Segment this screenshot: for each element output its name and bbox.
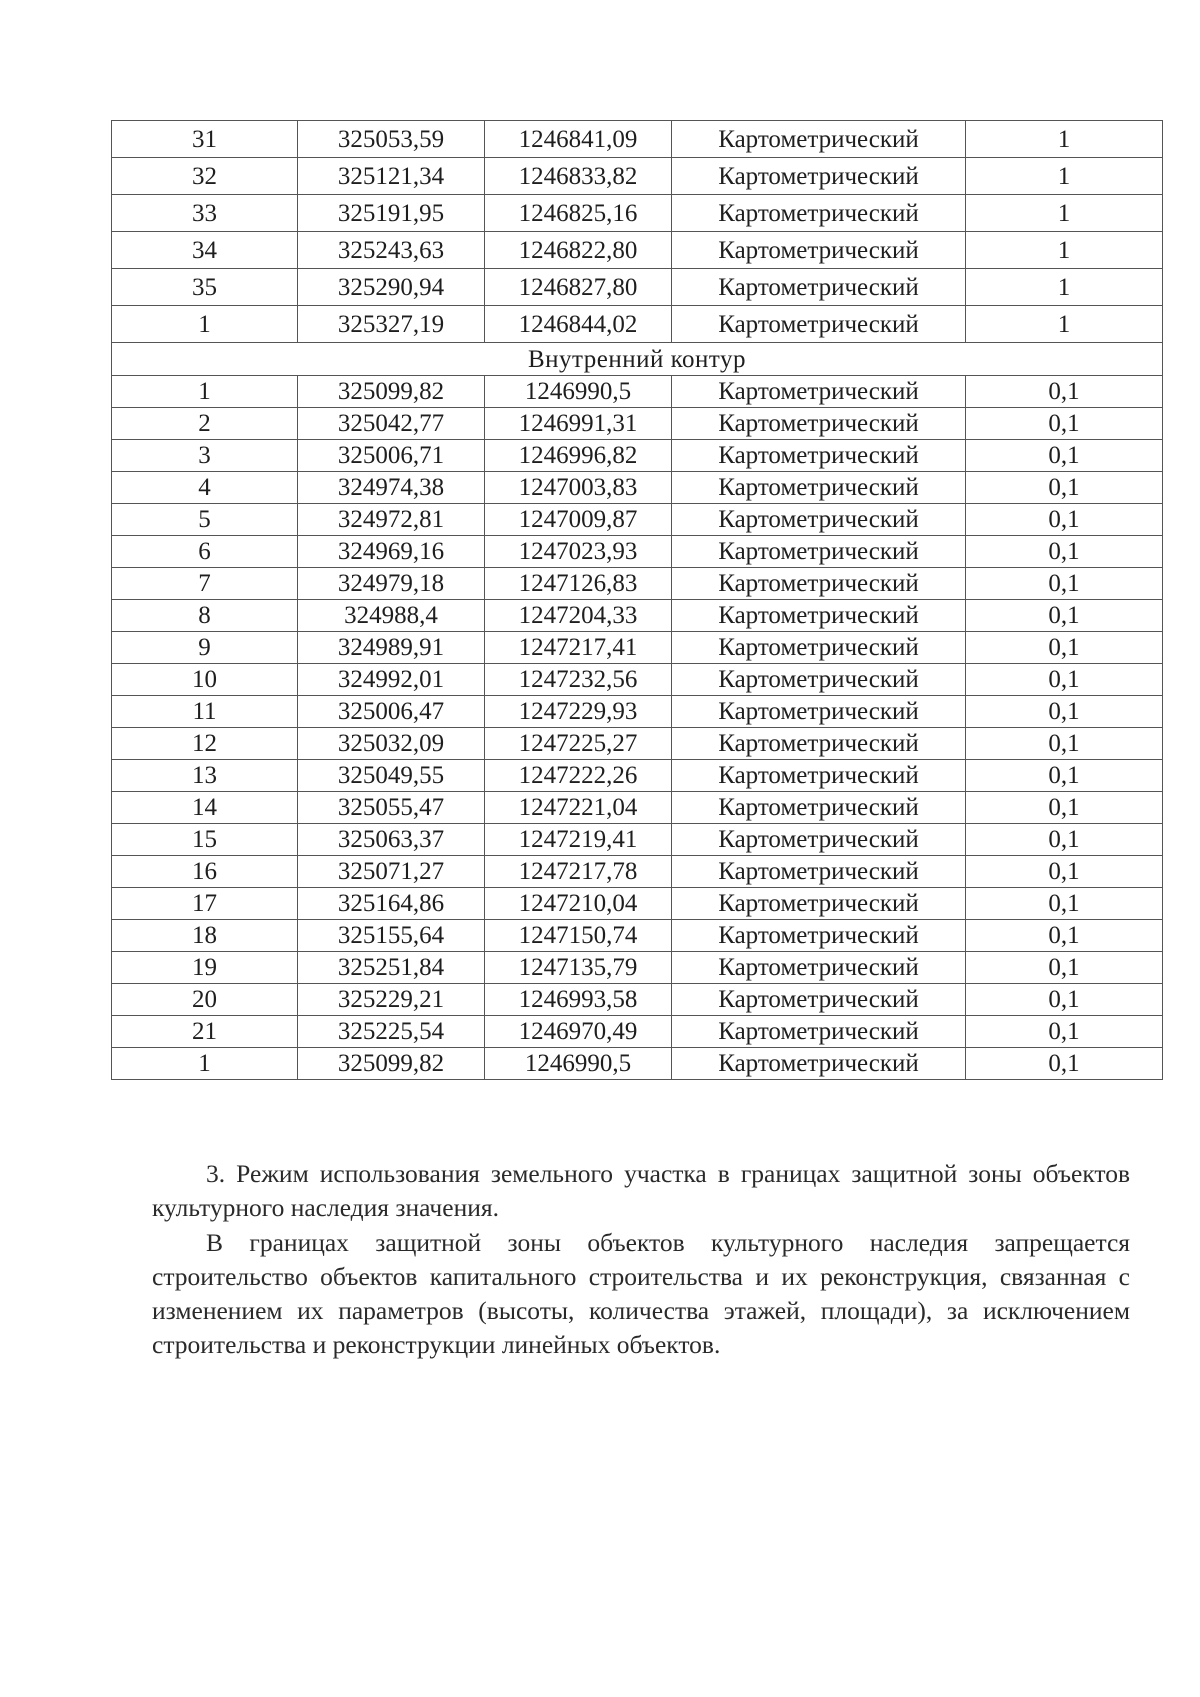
x-coordinate-cell: 324972,81 bbox=[298, 504, 485, 536]
method-cell: Картометрический bbox=[672, 195, 966, 232]
table-row bbox=[112, 536, 1163, 568]
table-row bbox=[112, 728, 1163, 760]
accuracy-cell: 0,1 bbox=[966, 920, 1163, 952]
accuracy-cell: 1 bbox=[966, 195, 1163, 232]
y-coordinate-cell: 1247023,93 bbox=[485, 536, 672, 568]
x-coordinate-cell: 325229,21 bbox=[298, 984, 485, 1016]
table-row bbox=[112, 232, 1163, 269]
accuracy-cell: 0,1 bbox=[966, 600, 1163, 632]
x-coordinate-cell: 325327,19 bbox=[298, 306, 485, 343]
y-coordinate-cell: 1246844,02 bbox=[485, 306, 672, 343]
y-coordinate-cell: 1246841,09 bbox=[485, 121, 672, 158]
coordinates-table-body bbox=[112, 121, 1163, 1080]
x-coordinate-cell: 325049,55 bbox=[298, 760, 485, 792]
method-cell: Картометрический bbox=[672, 728, 966, 760]
point-number-cell: 20 bbox=[112, 984, 298, 1016]
accuracy-cell: 1 bbox=[966, 306, 1163, 343]
y-coordinate-cell: 1247221,04 bbox=[485, 792, 672, 824]
x-coordinate-cell: 324988,4 bbox=[298, 600, 485, 632]
x-coordinate-cell: 325155,64 bbox=[298, 920, 485, 952]
accuracy-cell: 0,1 bbox=[966, 408, 1163, 440]
point-number-cell: 9 bbox=[112, 632, 298, 664]
point-number-cell: 15 bbox=[112, 824, 298, 856]
point-number-cell: 5 bbox=[112, 504, 298, 536]
point-number-cell: 18 bbox=[112, 920, 298, 952]
point-number-cell: 17 bbox=[112, 888, 298, 920]
x-coordinate-cell: 325032,09 bbox=[298, 728, 485, 760]
coordinates-table bbox=[111, 120, 1163, 1080]
y-coordinate-cell: 1247229,93 bbox=[485, 696, 672, 728]
accuracy-cell: 0,1 bbox=[966, 536, 1163, 568]
table-row bbox=[112, 158, 1163, 195]
restriction-paragraph bbox=[152, 1226, 1130, 1362]
y-coordinate-cell: 1247003,83 bbox=[485, 472, 672, 504]
point-number-cell: 2 bbox=[112, 408, 298, 440]
point-number-cell: 13 bbox=[112, 760, 298, 792]
x-coordinate-cell: 324989,91 bbox=[298, 632, 485, 664]
accuracy-cell: 0,1 bbox=[966, 728, 1163, 760]
table-row bbox=[112, 888, 1163, 920]
point-number-cell: 16 bbox=[112, 856, 298, 888]
y-coordinate-cell: 1247222,26 bbox=[485, 760, 672, 792]
x-coordinate-cell: 324979,18 bbox=[298, 568, 485, 600]
method-cell: Картометрический bbox=[672, 504, 966, 536]
method-cell: Картометрический bbox=[672, 472, 966, 504]
x-coordinate-cell: 324969,16 bbox=[298, 536, 485, 568]
point-number-cell: 34 bbox=[112, 232, 298, 269]
accuracy-cell: 0,1 bbox=[966, 568, 1163, 600]
x-coordinate-cell: 325099,82 bbox=[298, 1048, 485, 1080]
accuracy-cell: 0,1 bbox=[966, 440, 1163, 472]
method-cell: Картометрический bbox=[672, 984, 966, 1016]
x-coordinate-cell: 325006,47 bbox=[298, 696, 485, 728]
y-coordinate-cell: 1247009,87 bbox=[485, 504, 672, 536]
point-number-cell: 4 bbox=[112, 472, 298, 504]
accuracy-cell: 0,1 bbox=[966, 632, 1163, 664]
method-cell: Картометрический bbox=[672, 696, 966, 728]
method-cell: Картометрический bbox=[672, 269, 966, 306]
accuracy-cell: 0,1 bbox=[966, 952, 1163, 984]
method-cell: Картометрический bbox=[672, 632, 966, 664]
method-cell: Картометрический bbox=[672, 824, 966, 856]
point-number-cell: 35 bbox=[112, 269, 298, 306]
method-cell: Картометрический bbox=[672, 440, 966, 472]
y-coordinate-cell: 1246990,5 bbox=[485, 1048, 672, 1080]
accuracy-cell: 0,1 bbox=[966, 856, 1163, 888]
x-coordinate-cell: 325243,63 bbox=[298, 232, 485, 269]
accuracy-cell: 0,1 bbox=[966, 792, 1163, 824]
accuracy-cell: 0,1 bbox=[966, 664, 1163, 696]
x-coordinate-cell: 325191,95 bbox=[298, 195, 485, 232]
method-cell: Картометрический bbox=[672, 121, 966, 158]
method-cell: Картометрический bbox=[672, 952, 966, 984]
point-number-cell: 19 bbox=[112, 952, 298, 984]
table-row bbox=[112, 472, 1163, 504]
point-number-cell: 11 bbox=[112, 696, 298, 728]
y-coordinate-cell: 1247126,83 bbox=[485, 568, 672, 600]
table-row bbox=[112, 856, 1163, 888]
accuracy-cell: 0,1 bbox=[966, 472, 1163, 504]
table-row bbox=[112, 824, 1163, 856]
point-number-cell: 6 bbox=[112, 536, 298, 568]
x-coordinate-cell: 324992,01 bbox=[298, 664, 485, 696]
method-cell: Картометрический bbox=[672, 920, 966, 952]
point-number-cell: 1 bbox=[112, 306, 298, 343]
y-coordinate-cell: 1247217,78 bbox=[485, 856, 672, 888]
point-number-cell: 1 bbox=[112, 1048, 298, 1080]
table-row bbox=[112, 696, 1163, 728]
accuracy-cell: 0,1 bbox=[966, 1048, 1163, 1080]
accuracy-cell: 0,1 bbox=[966, 504, 1163, 536]
point-number-cell: 32 bbox=[112, 158, 298, 195]
accuracy-cell: 1 bbox=[966, 121, 1163, 158]
table-row bbox=[112, 306, 1163, 343]
method-cell: Картометрический bbox=[672, 792, 966, 824]
x-coordinate-cell: 325053,59 bbox=[298, 121, 485, 158]
section-3-paragraph bbox=[152, 1157, 1130, 1225]
point-number-cell: 33 bbox=[112, 195, 298, 232]
method-cell: Картометрический bbox=[672, 1048, 966, 1080]
table-row bbox=[112, 440, 1163, 472]
accuracy-cell: 0,1 bbox=[966, 824, 1163, 856]
table-row bbox=[112, 984, 1163, 1016]
section-3-text: 3. Режим использования земельного участка в границах защитной зоны объектов культурного наследия значения. bbox=[152, 1159, 1130, 1222]
y-coordinate-cell: 1246822,80 bbox=[485, 232, 672, 269]
point-number-cell: 8 bbox=[112, 600, 298, 632]
x-coordinate-cell: 325164,86 bbox=[298, 888, 485, 920]
point-number-cell: 3 bbox=[112, 440, 298, 472]
y-coordinate-cell: 1246825,16 bbox=[485, 195, 672, 232]
table-row bbox=[112, 269, 1163, 306]
accuracy-cell: 1 bbox=[966, 158, 1163, 195]
y-coordinate-cell: 1246827,80 bbox=[485, 269, 672, 306]
method-cell: Картометрический bbox=[672, 536, 966, 568]
point-number-cell: 1 bbox=[112, 376, 298, 408]
table-row bbox=[112, 376, 1163, 408]
method-cell: Картометрический bbox=[672, 232, 966, 269]
method-cell: Картометрический bbox=[672, 306, 966, 343]
method-cell: Картометрический bbox=[672, 600, 966, 632]
x-coordinate-cell: 324974,38 bbox=[298, 472, 485, 504]
point-number-cell: 10 bbox=[112, 664, 298, 696]
y-coordinate-cell: 1247204,33 bbox=[485, 600, 672, 632]
table-row bbox=[112, 792, 1163, 824]
table-row bbox=[112, 504, 1163, 536]
method-cell: Картометрический bbox=[672, 158, 966, 195]
table-row bbox=[112, 760, 1163, 792]
y-coordinate-cell: 1246993,58 bbox=[485, 984, 672, 1016]
accuracy-cell: 0,1 bbox=[966, 696, 1163, 728]
table-row bbox=[112, 632, 1163, 664]
y-coordinate-cell: 1247210,04 bbox=[485, 888, 672, 920]
method-cell: Картометрический bbox=[672, 1016, 966, 1048]
accuracy-cell: 0,1 bbox=[966, 888, 1163, 920]
table-row bbox=[112, 408, 1163, 440]
y-coordinate-cell: 1247135,79 bbox=[485, 952, 672, 984]
table-row bbox=[112, 195, 1163, 232]
table-row bbox=[112, 1016, 1163, 1048]
accuracy-cell: 1 bbox=[966, 269, 1163, 306]
restriction-text: В границах защитной зоны объектов культурного наследия запрещается строительство объектов капитального строительства и их реконструкция, связанная с изменением их параметров (высоты, количества этажей, площади), за исключением строительства и реконструкции линейных объектов. bbox=[152, 1228, 1130, 1359]
y-coordinate-cell: 1246991,31 bbox=[485, 408, 672, 440]
y-coordinate-cell: 1246833,82 bbox=[485, 158, 672, 195]
accuracy-cell: 0,1 bbox=[966, 760, 1163, 792]
y-coordinate-cell: 1247217,41 bbox=[485, 632, 672, 664]
y-coordinate-cell: 1247232,56 bbox=[485, 664, 672, 696]
method-cell: Картометрический bbox=[672, 760, 966, 792]
table-row bbox=[112, 1048, 1163, 1080]
x-coordinate-cell: 325121,34 bbox=[298, 158, 485, 195]
table-row bbox=[112, 920, 1163, 952]
y-coordinate-cell: 1246970,49 bbox=[485, 1016, 672, 1048]
point-number-cell: 7 bbox=[112, 568, 298, 600]
x-coordinate-cell: 325006,71 bbox=[298, 440, 485, 472]
inner-contour-title: Внутренний контур bbox=[112, 343, 1163, 376]
method-cell: Картометрический bbox=[672, 888, 966, 920]
method-cell: Картометрический bbox=[672, 856, 966, 888]
x-coordinate-cell: 325290,94 bbox=[298, 269, 485, 306]
accuracy-cell: 0,1 bbox=[966, 1016, 1163, 1048]
table-row bbox=[112, 600, 1163, 632]
method-cell: Картометрический bbox=[672, 568, 966, 600]
x-coordinate-cell: 325042,77 bbox=[298, 408, 485, 440]
x-coordinate-cell: 325251,84 bbox=[298, 952, 485, 984]
accuracy-cell: 1 bbox=[966, 232, 1163, 269]
point-number-cell: 31 bbox=[112, 121, 298, 158]
point-number-cell: 21 bbox=[112, 1016, 298, 1048]
method-cell: Картометрический bbox=[672, 664, 966, 696]
x-coordinate-cell: 325071,27 bbox=[298, 856, 485, 888]
method-cell: Картометрический bbox=[672, 376, 966, 408]
table-row bbox=[112, 121, 1163, 158]
x-coordinate-cell: 325063,37 bbox=[298, 824, 485, 856]
x-coordinate-cell: 325055,47 bbox=[298, 792, 485, 824]
y-coordinate-cell: 1247219,41 bbox=[485, 824, 672, 856]
table-row bbox=[112, 952, 1163, 984]
x-coordinate-cell: 325225,54 bbox=[298, 1016, 485, 1048]
y-coordinate-cell: 1246996,82 bbox=[485, 440, 672, 472]
method-cell: Картометрический bbox=[672, 408, 966, 440]
point-number-cell: 14 bbox=[112, 792, 298, 824]
table-row bbox=[112, 568, 1163, 600]
x-coordinate-cell: 325099,82 bbox=[298, 376, 485, 408]
y-coordinate-cell: 1246990,5 bbox=[485, 376, 672, 408]
table-row bbox=[112, 664, 1163, 696]
y-coordinate-cell: 1247150,74 bbox=[485, 920, 672, 952]
inner-contour-header-row bbox=[112, 343, 1163, 376]
point-number-cell: 12 bbox=[112, 728, 298, 760]
accuracy-cell: 0,1 bbox=[966, 376, 1163, 408]
y-coordinate-cell: 1247225,27 bbox=[485, 728, 672, 760]
accuracy-cell: 0,1 bbox=[966, 984, 1163, 1016]
